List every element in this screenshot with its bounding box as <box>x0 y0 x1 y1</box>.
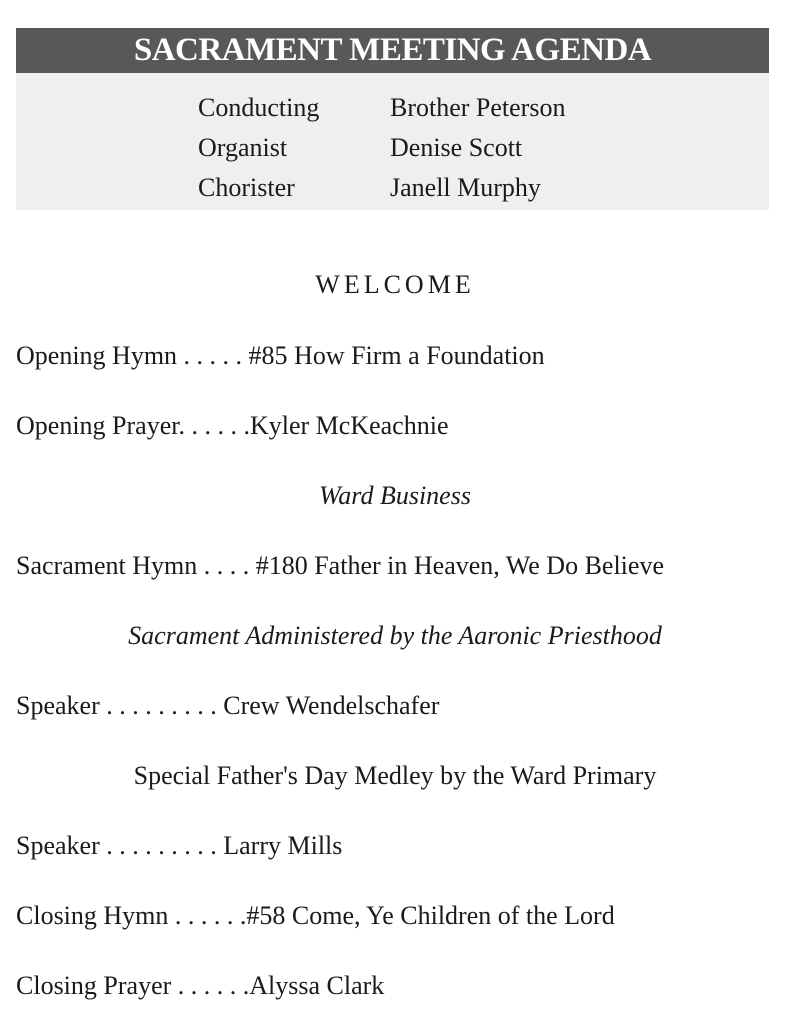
role-name: Janell Murphy <box>390 173 541 202</box>
agenda-speaker-2: Speaker . . . . . . . . . Larry Mills <box>16 831 343 860</box>
role-name: Denise Scott <box>390 133 523 162</box>
agenda-opening-hymn: Opening Hymn . . . . . #85 How Firm a Foundation <box>16 341 545 370</box>
page-title: SACRAMENT MEETING AGENDA <box>16 28 769 73</box>
role-row-chorister <box>198 173 758 203</box>
agenda-special-medley: Special Father's Day Medley by the Ward Primary <box>133 761 657 790</box>
agenda-ward-business: Ward Business <box>319 481 471 510</box>
welcome-heading: WELCOME <box>315 270 475 299</box>
agenda-speaker-1: Speaker . . . . . . . . . Crew Wendelschafer <box>16 691 440 720</box>
role-label: Chorister <box>198 173 295 202</box>
role-row-conducting <box>198 93 758 123</box>
agenda-sacrament-hymn: Sacrament Hymn . . . . #180 Father in Heaven, We Do Believe <box>16 551 664 580</box>
agenda-closing-hymn: Closing Hymn . . . . . .#58 Come, Ye Children of the Lord <box>16 901 615 930</box>
role-label: Organist <box>198 133 288 162</box>
agenda-closing-prayer: Closing Prayer . . . . . .Alyssa Clark <box>16 971 385 1000</box>
role-label: Conducting <box>198 93 320 122</box>
role-row-organist <box>198 133 758 163</box>
role-name: Brother Peterson <box>390 93 566 122</box>
roles-panel <box>16 73 769 210</box>
agenda-opening-prayer: Opening Prayer. . . . . .Kyler McKeachnie <box>16 411 449 440</box>
agenda-sacrament-administered: Sacrament Administered by the Aaronic Priesthood <box>128 621 662 650</box>
